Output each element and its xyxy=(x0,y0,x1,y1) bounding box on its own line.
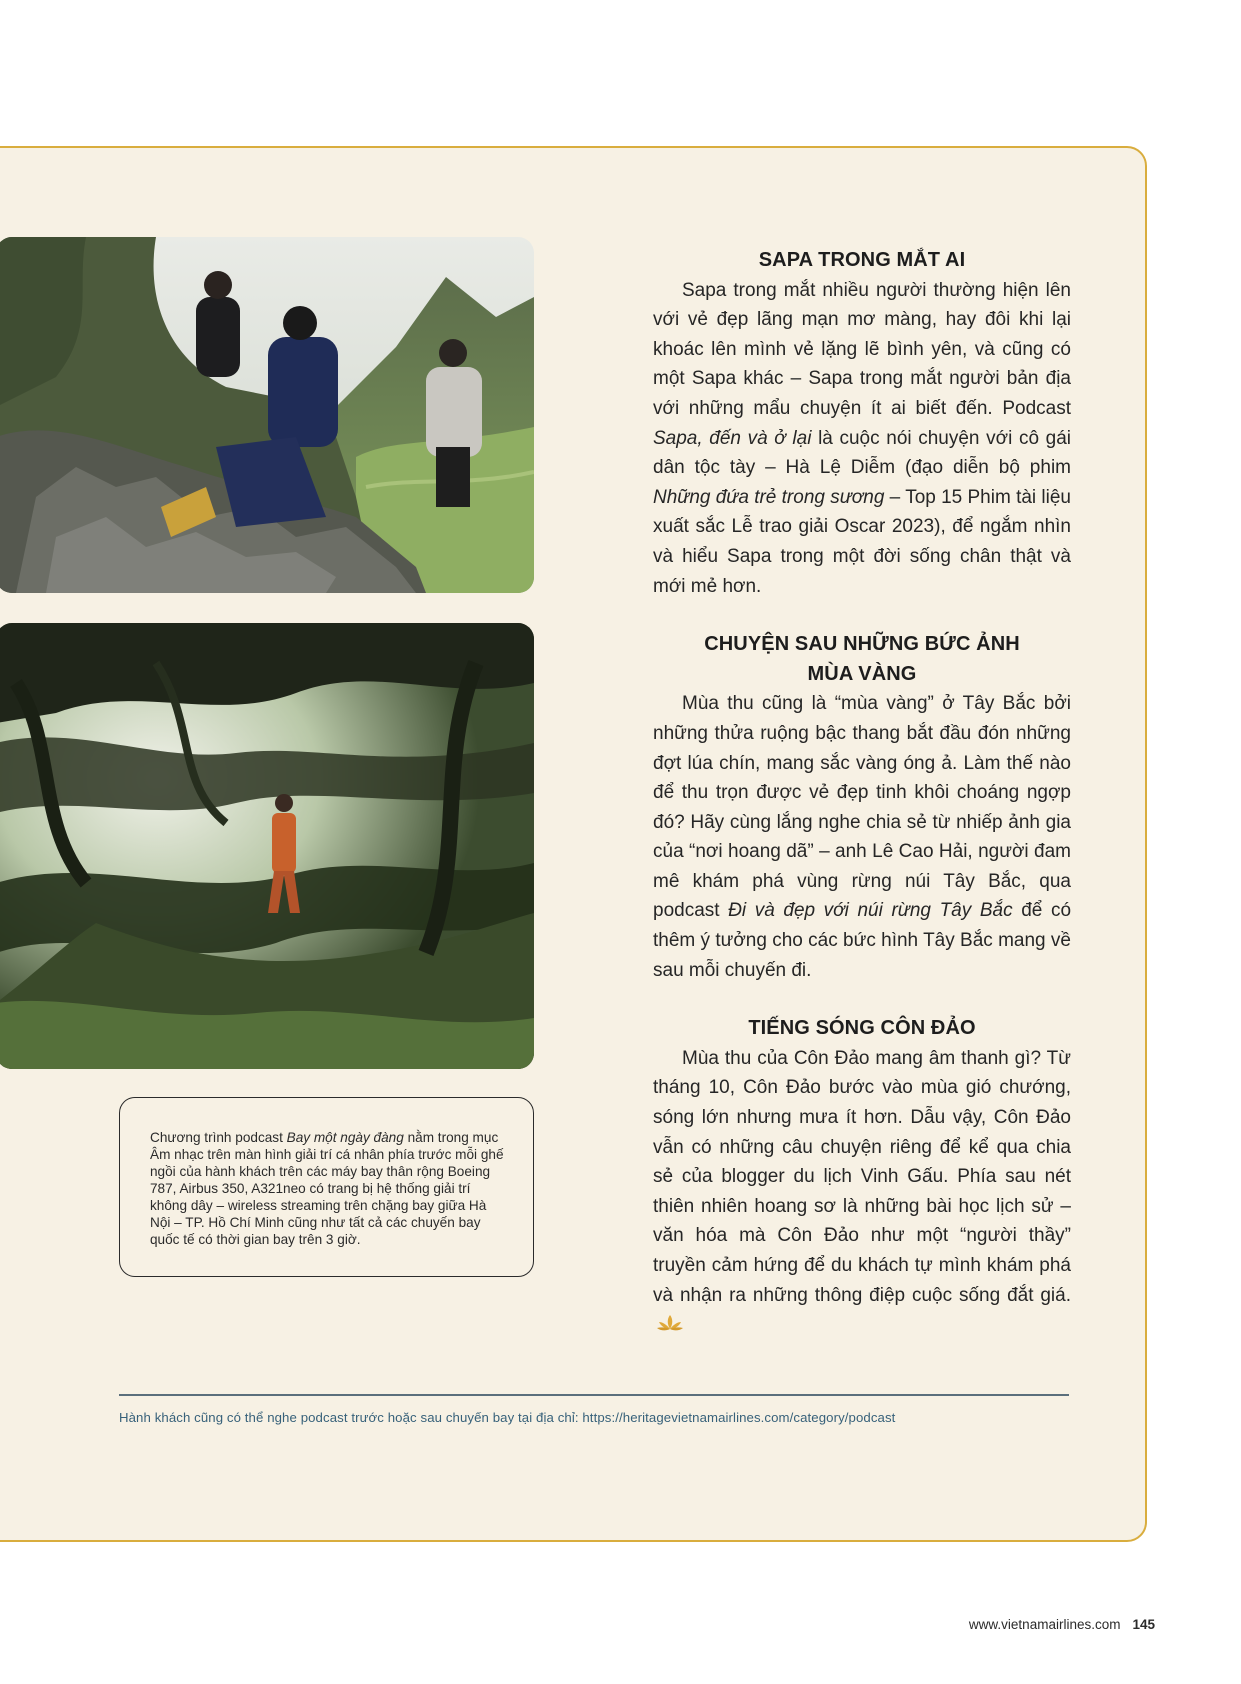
section-paragraph: Sapa trong mắt nhiều người thường hiện lên với vẻ đẹp lãng mạn mơ màng, hay đôi khi lại khoác lên mình vẻ lặng lẽ bình yên, và cũng có một Sapa khác – Sapa trong mắt người bản địa với những mẩu chuyện ít ai biết đến. Podcast Sapa, đến và ở lại là cuộc nói chuyện với cô gái dân tộc tày – Hà Lệ Diễm (đạo diễn bộ phim Những đứa trẻ trong sương – Top 15 Phim tài liệu xuất sắc Lễ trao giải Oscar 2023), để ngắm nhìn và hiểu Sapa trong một đời sống chân thật và mới mẻ hơn. xyxy=(653,279,1072,597)
page-number: 145 xyxy=(1132,1617,1155,1632)
section-heading: CHUYỆN SAU NHỮNG BỨC ẢNH MÙA VÀNG xyxy=(704,633,1020,685)
section-heading: SAPA TRONG MẮT AI xyxy=(758,249,966,271)
footnote-divider xyxy=(119,1394,1069,1396)
article-body xyxy=(653,246,1071,1340)
section-mua-vang xyxy=(653,630,1071,985)
caption-text: Chương trình podcast Bay một ngày đàng nằm trong mục Âm nhạc trên màn hình giải trí cá nhân phía trước mỗi ghế ngồi của hành khách trên các máy bay thân rộng Boeing 787, Airbus 350, A321neo có trang bị hệ thống giải trí không dây – wireless streaming trên chặng bay giữa Hà Nội – TP. Hồ Chí Minh cũng như tất cả các chuyến bay quốc tế có thời gian bay trên 3 giờ. xyxy=(150,1130,504,1247)
section-con-dao xyxy=(653,1014,1071,1340)
caption-box xyxy=(119,1097,534,1277)
section-paragraph: Mùa thu cũng là “mùa vàng” ở Tây Bắc bởi những thửa ruộng bậc thang bắt đầu đón những đợt lúa chín, mang sắc vàng óng ả. Làm thế nào để thu trọn được vẻ đẹp tinh khôi choáng ngợp đó? Hãy cùng lắng nghe chia sẻ từ nhiếp ảnh gia của “nơi hoang dã” – anh Lê Cao Hải, người đam mê khám phá vùng rừng núi Tây Bắc, qua podcast Đi và đẹp với núi rừng Tây Bắc để có thêm ý tưởng cho các bức hình Tây Bắc mang về sau mỗi chuyến đi. xyxy=(653,693,1072,981)
footer-website: www.vietnamairlines.com xyxy=(968,1617,1121,1632)
footnote: Hành khách cũng có thể nghe podcast trước hoặc sau chuyến bay tại địa chỉ: https://heritagevietnamairlines.com/category/podcast xyxy=(119,1410,896,1425)
section-paragraph: Mùa thu của Côn Đảo mang âm thanh gì? Từ tháng 10, Côn Đảo bước vào mùa gió chướng, sóng lớn nhưng mưa ít hơn. Dẫu vậy, Côn Đảo vẫn có những câu chuyện riêng để kể qua chia sẻ của blogger du lịch Vinh Gấu. Phía sau nét thiên nhiên hoang sơ là những bài học lịch sử – văn hóa mà Côn Đảo như một “người thầy” truyền cảm hứng để du khách tự mình khám phá và nhận ra những thông điệp cuộc sống đắt giá. xyxy=(653,1044,1071,1340)
photo-musicians-on-mountain xyxy=(0,237,534,593)
page-footer xyxy=(969,1617,1155,1632)
lotus-icon xyxy=(657,1314,683,1332)
section-heading: TIẾNG SÓNG CÔN ĐẢO xyxy=(748,1017,976,1040)
photo-forest-explorer xyxy=(0,623,534,1069)
section-sapa xyxy=(653,246,1071,601)
